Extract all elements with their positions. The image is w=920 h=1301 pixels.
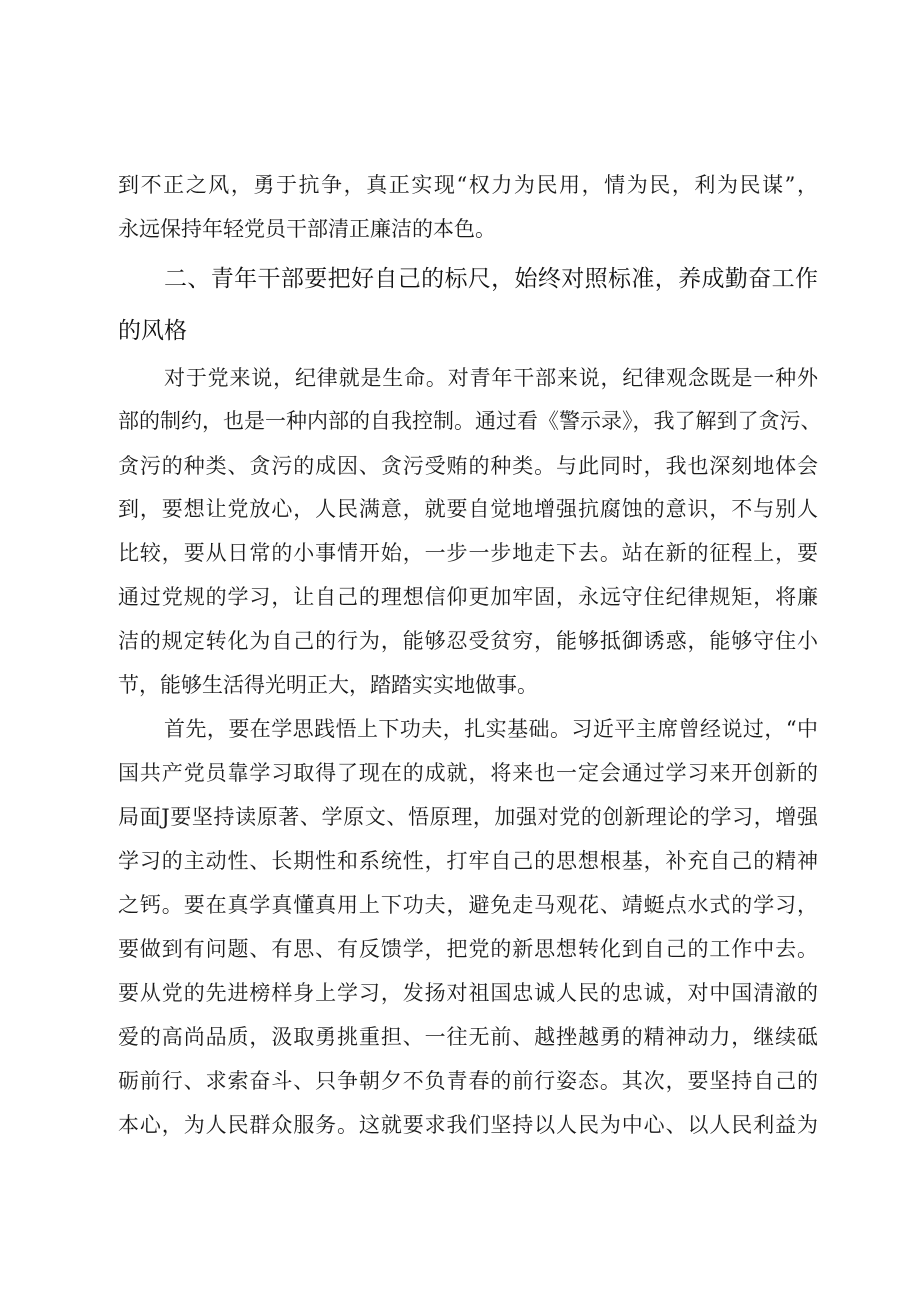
- paragraph-line: 首先，要在学思践悟上下功夫，扎实基础。习近平主席曾经说过，“中: [164, 717, 818, 741]
- paragraph-line: 部的制约，也是一种内部的自我控制。通过看《警示录》，我了解到了贪污、: [118, 409, 822, 433]
- paragraph-line: 洁的规定转化为自己的行为，能够忍受贫穷，能够抵御诱惑，能够守住小: [118, 629, 818, 653]
- paragraph-line: 节，能够生活得光明正大，踏踏实实地做事。: [118, 673, 538, 697]
- paragraph-continuation-line: 到不正之风，勇于抗争，真正实现“权力为民用，情为民，利为民谋”，: [118, 173, 818, 197]
- paragraph-line: 到，要想让党放心，人民满意，就要自觉地增强抗腐蚀的意识，不与别人: [118, 497, 818, 521]
- paragraph-line: 之钙。要在真学真懂真用上下功夫，避免走马观花、靖蜓点水式的学习，: [118, 893, 818, 917]
- paragraph-line: 局面J要坚持读原著、学原文、悟原理，加强对党的创新理论的学习，增强: [118, 805, 818, 829]
- paragraph-line: 贪污的种类、贪污的成因、贪污受贿的种类。与此同时，我也深刻地体会: [118, 454, 818, 478]
- paragraph-line: 要做到有问题、有思、有反馈学，把党的新思想转化到自己的工作中去。: [118, 937, 818, 961]
- paragraph-line: 比较，要从日常的小事情开始，一步一步地走下去。站在新的征程上，要: [118, 541, 818, 565]
- paragraph-line: 对于党来说，纪律就是生命。对青年干部来说，纪律观念既是一种外: [164, 366, 818, 390]
- paragraph-line: 砺前行、求索奋斗、只争朝夕不负青春的前行姿态。其次，要坚持自己的: [118, 1069, 818, 1093]
- paragraph-line: 学习的主动性、长期性和系统性，打牢自己的思想根基，补充自己的精神: [118, 849, 818, 873]
- section-heading: 二、青年干部要把好自己的标尺，始终对照标准，养成勤奋工作: [164, 266, 818, 292]
- paragraph-line: 国共产党员靠学习取得了现在的成就，将来也一定会通过学习来开创新的: [118, 761, 818, 785]
- paragraph-line: 爱的高尚品质，汲取勇挑重担、一往无前、越挫越勇的精神动力，继续砥: [118, 1025, 818, 1049]
- paragraph-line: 通过党规的学习，让自己的理想信仰更加牢固，永远守住纪律规矩，将廉: [118, 585, 818, 609]
- paragraph-continuation-line: 永远保持年轻党员干部清正廉洁的本色。: [118, 217, 496, 241]
- section-heading-continuation: 的风格: [118, 318, 187, 344]
- paragraph-line: 要从党的先进榜样身上学习，发扬对祖国忠诚人民的忠诚，对中国清澈的: [118, 981, 818, 1005]
- paragraph-line: 本心，为人民群众服务。这就要求我们坚持以人民为中心、以人民利益为: [118, 1113, 818, 1137]
